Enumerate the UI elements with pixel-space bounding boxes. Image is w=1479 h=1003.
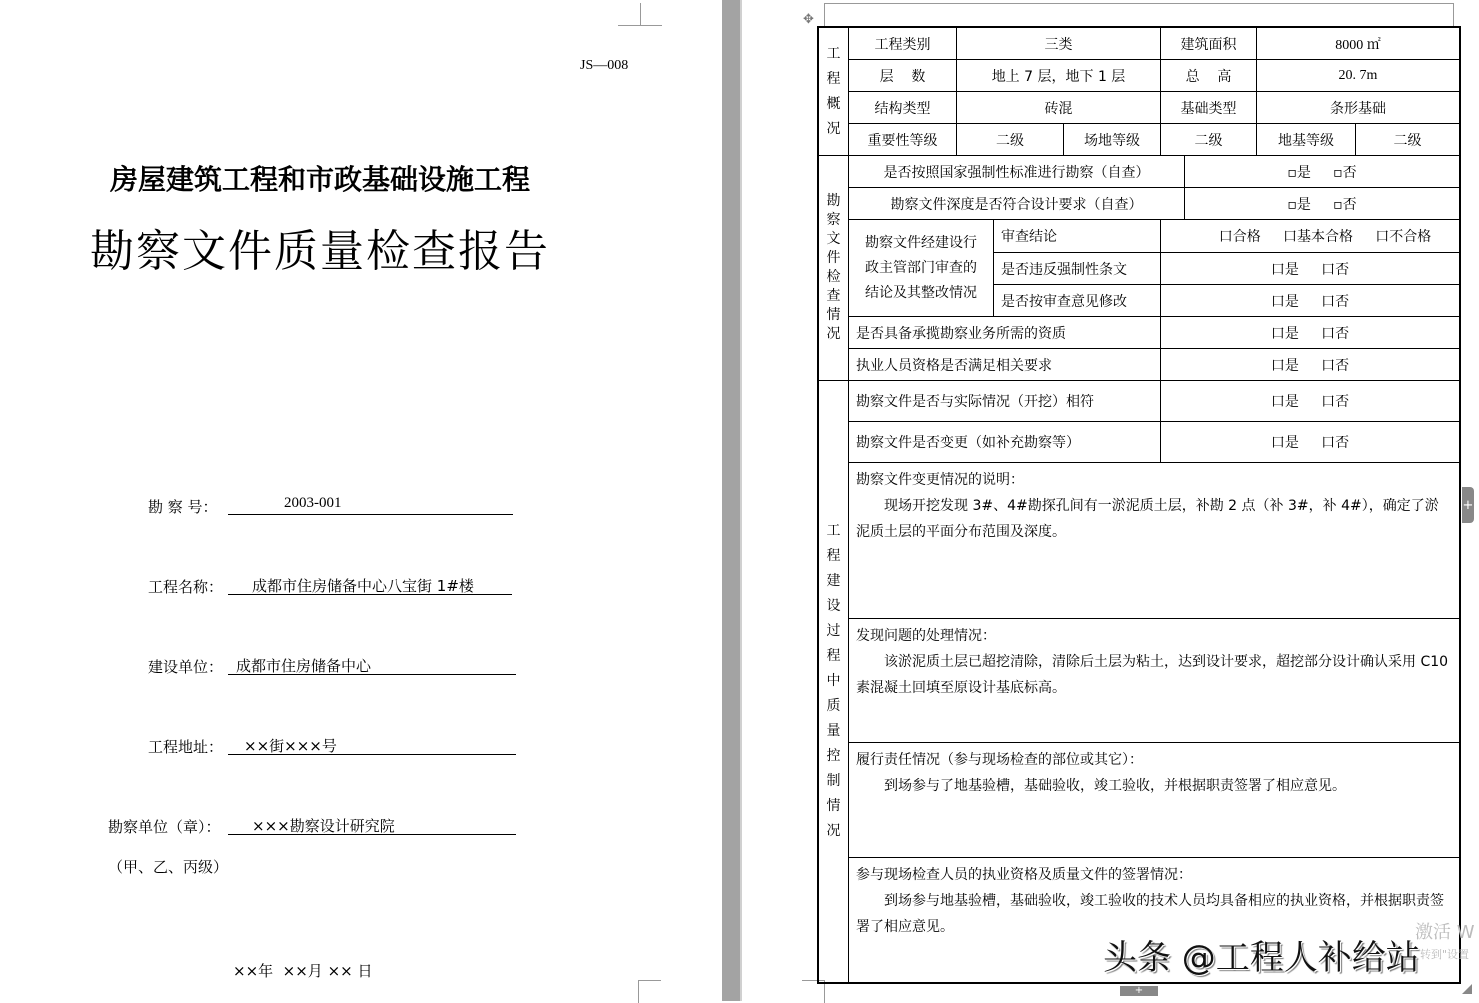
field-label: 工程地址： [148, 738, 224, 756]
yes-no-checkboxes[interactable]: ▫是 ▫否 [1184, 187, 1460, 220]
cell: 砖混 [956, 91, 1161, 124]
label-char: 件 [826, 250, 841, 266]
handling-text: 该淤泥质土层已超挖清除，清除后土层为粘土，达到设计要求，超挖部分设计确认采用 C10 素混凝土回填至原设计基底标高。 [856, 654, 1449, 696]
table-move-icon[interactable]: ✥ [803, 12, 814, 27]
survey-unit-field[interactable]: ×××勘察设计研究院 [228, 815, 516, 835]
cell: 审查结论 [993, 219, 1161, 253]
cell: 层 数 [848, 59, 957, 92]
watermark: 头条 @工程人补给站 [1103, 938, 1420, 978]
cell: 二级 [956, 123, 1064, 156]
corner-mark [640, 3, 662, 26]
label-char: 量 [826, 723, 841, 739]
label-char: 控 [826, 748, 841, 764]
signature-title: 参与现场检查人员的执业资格及质量文件的签署情况： [856, 867, 1192, 883]
label-char: 程 [826, 70, 841, 87]
label-char: 工 [826, 523, 841, 539]
duty-title: 履行责任情况（参与现场检查的部位或其它）： [856, 752, 1143, 768]
cell: 勘察文件是否变更（如补充勘察等） [848, 421, 1161, 463]
label-char: 制 [826, 773, 841, 789]
builder-field[interactable]: 成都市住房储备中心 [228, 655, 516, 675]
field-label: 建设单位： [148, 658, 224, 676]
corner-mark [638, 980, 661, 1003]
table-resize-handle[interactable] [1462, 984, 1472, 994]
grade-note: （甲、乙、丙级） [108, 858, 229, 876]
field-label: 勘察单位（章）： [108, 818, 221, 836]
label-char: 情 [826, 798, 841, 814]
section-label-construction [818, 380, 849, 983]
label-char: 概 [826, 95, 841, 112]
cell: 勘察文件经建设行政主管部门审查的结论及其整改情况 [848, 219, 994, 317]
cell: 总 高 [1160, 59, 1257, 92]
cell: 结构类型 [848, 91, 957, 124]
yes-no-checkboxes[interactable]: 口是 口否 [1160, 316, 1460, 349]
change-text: 现场开挖发现 3#、4#勘探孔间有一淤泥质土层，补勘 2 点（补 3#，补 4#），确定了淤泥质土层的平面分布范围及深度。 [856, 498, 1439, 540]
cell: 是否按照国家强制性标准进行勘察（自查） [848, 155, 1185, 188]
cell: 工程类别 [848, 27, 957, 60]
section-label-inspection [818, 155, 849, 381]
cell: 是否违反强制性条文 [993, 252, 1161, 285]
cover-title-1: 房屋建筑工程和市政基础设施工程 [109, 163, 530, 196]
cell: 建筑面积 [1160, 27, 1257, 60]
cell: 场地等级 [1063, 123, 1161, 156]
cell: 地上 7 层，地下 1 层 [956, 59, 1161, 92]
handling-title: 发现问题的处理情况： [856, 628, 996, 644]
cell: 执业人员资格是否满足相关要求 [848, 348, 1161, 381]
yes-no-checkboxes[interactable]: 口是 口否 [1160, 348, 1460, 381]
corner-mark [618, 3, 641, 26]
label-char: 况 [826, 326, 841, 342]
field-label: 工程名称： [148, 578, 224, 596]
change-title: 勘察文件变更情况的说明： [856, 472, 1024, 488]
yes-no-checkboxes[interactable]: ▫是 ▫否 [1184, 155, 1460, 188]
page-gap [722, 0, 740, 1001]
cell: 勘察文件是否与实际情况（开挖）相符 [848, 380, 1161, 422]
page-gap-edge [740, 0, 742, 1001]
activation-notice-sub: 转到"设置 [1420, 948, 1470, 961]
survey-number-field[interactable]: 2003-001 [228, 495, 513, 515]
cell: 地基等级 [1256, 123, 1356, 156]
label-char: 查 [826, 288, 841, 304]
handling-cell[interactable] [848, 618, 1460, 743]
label-char: 建 [826, 573, 841, 589]
label-char: 程 [826, 648, 841, 664]
label-char: 察 [826, 212, 841, 228]
label-char: 过 [826, 623, 841, 639]
cell: 8000 ㎡ [1256, 27, 1460, 60]
label-char: 文 [826, 231, 841, 247]
cell: 条形基础 [1256, 91, 1460, 124]
duty-cell[interactable] [848, 742, 1460, 858]
doc-code: JS—008 [580, 58, 629, 73]
label-char: 工 [826, 45, 841, 62]
cell: 基础类型 [1160, 91, 1257, 124]
cell: 20. 7m [1256, 59, 1460, 92]
label-char: 况 [826, 120, 841, 137]
change-description-cell[interactable] [848, 462, 1460, 619]
field-label: 勘 察 号： [148, 498, 218, 516]
review-result-checkboxes[interactable]: 口合格 口基本合格 口不合格 [1160, 219, 1460, 253]
header-area [824, 3, 1454, 26]
yes-no-checkboxes[interactable]: 口是 口否 [1160, 380, 1460, 422]
cover-date: ××年 ××月 ×× 日 [233, 962, 373, 980]
cell: 二级 [1160, 123, 1257, 156]
yes-no-checkboxes[interactable]: 口是 口否 [1160, 252, 1460, 285]
label-char: 质 [826, 698, 841, 714]
duty-text: 到场参与了地基验槽，基础验收，竣工验收，并根据职责签署了相应意见。 [884, 778, 1346, 794]
add-row-button[interactable]: + [1120, 986, 1158, 996]
cell: 是否具备承揽勘察业务所需的资质 [848, 316, 1161, 349]
cell: 重要性等级 [848, 123, 957, 156]
label-char: 检 [826, 269, 841, 285]
cover-title-2: 勘察文件质量检查报告 [90, 226, 550, 277]
project-name-field[interactable]: 成都市住房储备中心八宝街 1#楼 [228, 575, 512, 595]
address-field[interactable]: ××街×××号 [228, 735, 516, 755]
label-char: 勘 [826, 193, 841, 209]
signature-text: 到场参与地基验槽，基础验收，竣工验收的技术人员均具备相应的执业资格，并根据职责签署了相应意见。 [856, 893, 1444, 935]
label-char: 情 [826, 307, 841, 323]
add-column-button[interactable]: + [1462, 487, 1474, 523]
label-char: 设 [826, 598, 841, 614]
cell: 三类 [956, 27, 1161, 60]
cell: 二级 [1355, 123, 1460, 156]
label-char: 程 [826, 548, 841, 564]
label-char: 况 [826, 823, 841, 839]
yes-no-checkboxes[interactable]: 口是 口否 [1160, 421, 1460, 463]
section-label-overview [818, 27, 849, 156]
label-char: 中 [826, 673, 841, 689]
yes-no-checkboxes[interactable]: 口是 口否 [1160, 284, 1460, 317]
cell: 是否按审查意见修改 [993, 284, 1161, 317]
cell: 勘察文件深度是否符合设计要求（自查） [848, 187, 1185, 220]
activation-notice: 激活 W [1415, 922, 1475, 943]
